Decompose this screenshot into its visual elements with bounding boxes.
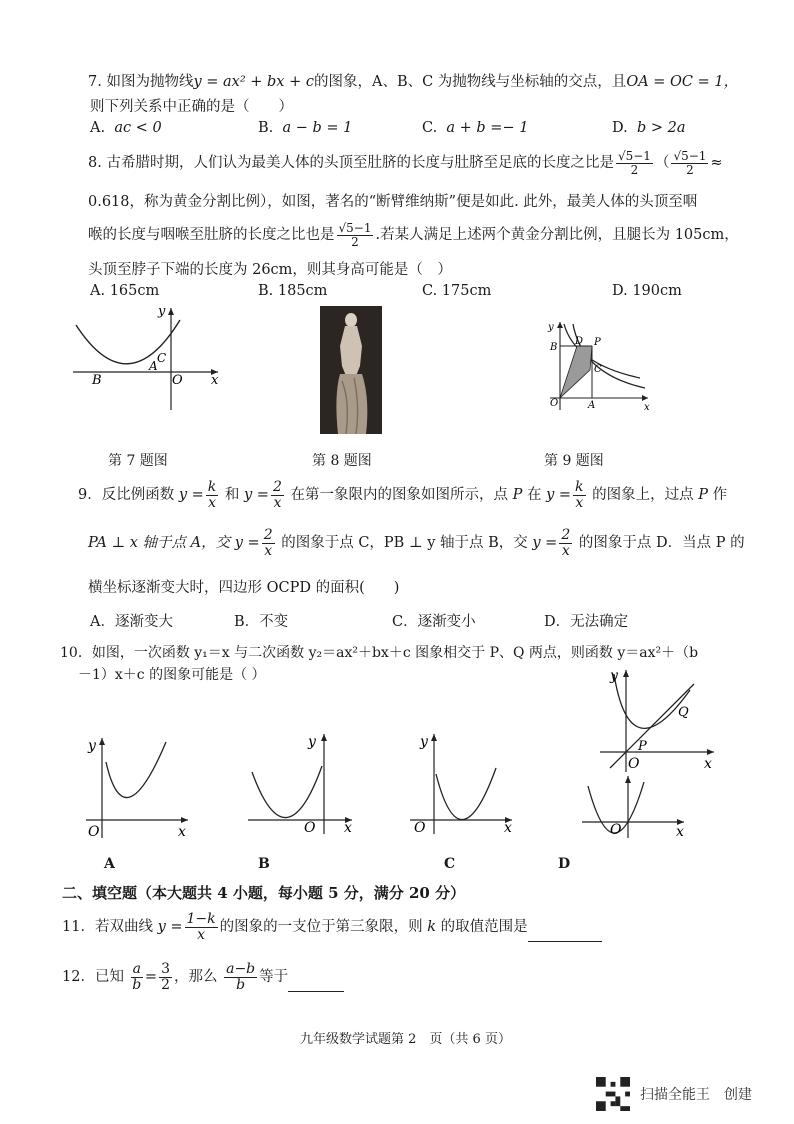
figure-9-caption: 第 9 题图: [544, 453, 604, 469]
q8-line1: 8. 古希腊时期，人们认为最美人体的头顶至肚脐的长度与肚脐至足底的长度之比是 $\frac{√5-1}{2}$ （ $\frac{√5-1}{2}$ ≈: [88, 149, 723, 177]
q9-number: 9．: [78, 487, 102, 504]
fig9-point-c: C: [594, 364, 602, 375]
svg-text:x: x: [178, 824, 186, 840]
fig10-point-p: P: [638, 739, 647, 754]
fig9-x-label: x: [644, 402, 650, 413]
q9-option-b[interactable]: B．不变: [234, 614, 289, 630]
q7-line1: 7. 如图为抛物线y = ax² + bx + c的图象，A、B、C 为抛物线与坐标轴的交点，且OA = OC = 1，: [88, 74, 739, 90]
q8-line3: 喉的长度与咽喉至肚脐的长度之比也是 $\frac{√5-1}{2}$ .若某人满足上述两个黄金分割比例，且腿长为 105cm，: [88, 221, 739, 249]
fig10-origin: O: [628, 756, 640, 772]
q9-option-c[interactable]: C．逐渐变小: [392, 614, 476, 630]
fig10-y-label: y: [610, 668, 618, 684]
q10-graph-c[interactable]: [408, 728, 520, 836]
golden-ratio-fraction: $\frac{√5-1}{2}$: [338, 221, 372, 249]
figure-7-caption: 第 7 题图: [108, 453, 168, 469]
q7-option-b[interactable]: B. a − b = 1: [258, 120, 353, 136]
svg-text:y: y: [88, 738, 96, 754]
q10-graph-d[interactable]: [580, 772, 692, 842]
svg-text:O: O: [414, 820, 426, 836]
fig9-point-d: D: [575, 336, 584, 347]
fig7-y-label: y: [158, 304, 166, 319]
q12-number: 12．: [62, 969, 95, 986]
q10-option-a-label[interactable]: A: [104, 856, 115, 872]
q8-option-b[interactable]: B. 185cm: [258, 283, 328, 299]
figure-8-venus-statue-photo: [320, 306, 382, 434]
fig7-x-label: x: [211, 373, 219, 388]
fig10-point-q: Q: [678, 705, 689, 720]
fig9-point-b: B: [550, 342, 558, 353]
q7-line2: 则下列关系中正确的是（ ）: [90, 99, 293, 115]
fig9-point-a: A: [588, 400, 596, 411]
svg-text:y: y: [308, 734, 316, 750]
q10-option-d-label[interactable]: D: [558, 856, 571, 872]
q8-option-d[interactable]: D. 190cm: [612, 283, 682, 299]
fig7-origin: O: [172, 373, 183, 388]
fig9-y-label: y: [548, 322, 554, 333]
q12-line: 12．已知 $\frac{a}{b}$ = $\frac{3}{2}$ ，那么 $\frac{a-b}{b}$ 等于: [62, 962, 344, 992]
q9-line1: 9．反比例函数 y = $\frac{k}{x}$ 和 y = $\frac{2}{x}$ 在第一象限内的图象如图所示，点 P 在 y = $\frac{k}{x}$ 的图象上，过点 P 作: [78, 479, 728, 511]
q10-graph-a[interactable]: [84, 732, 196, 840]
q9-option-d[interactable]: D．无法确定: [544, 614, 629, 630]
q8-option-a[interactable]: A. 165cm: [90, 283, 160, 299]
q11-line: 11．若双曲线 y = $\frac{1-k}{x}$ 的图象的一支位于第三象限，则 k 的取值范围是: [62, 912, 602, 942]
golden-ratio-fraction: $\frac{√5-1}{2}$: [617, 149, 651, 177]
svg-text:y: y: [420, 734, 428, 750]
svg-text:x: x: [504, 820, 512, 836]
fig7-point-b: B: [92, 373, 102, 388]
fig10-x-label: x: [704, 756, 712, 772]
q10-option-c-label[interactable]: C: [444, 856, 456, 872]
figure-8-caption: 第 8 题图: [312, 453, 372, 469]
figure-10-reference-graph: [596, 664, 718, 776]
q8-line2: 0.618，称为黄金分割比例），如图，著名的“断臂维纳斯”便是如此. 此外，最美人体的头顶至咽: [88, 194, 698, 210]
q9-line2: PA ⊥ x 轴于点 A，交 y = $\frac{2}{x}$ 的图象于点 C，PB ⊥ y 轴于点 B，交 y = $\frac{2}{x}$ 的图象于点 D．当点 P 的: [88, 527, 745, 559]
fig7-point-c: C: [157, 351, 167, 365]
fig9-origin: O: [550, 398, 559, 409]
figure-7-parabola: [68, 300, 228, 415]
svg-text:O: O: [304, 820, 316, 836]
section-2-title: 二、填空题（本大题共 4 小题，每小题 5 分，满分 20 分）: [62, 884, 466, 902]
q10-number: 10．: [60, 645, 92, 661]
q10-graph-b[interactable]: [244, 728, 356, 836]
q7-number: 7.: [88, 74, 102, 90]
qr-code-icon: [596, 1077, 630, 1111]
q10-line1: 10．如图，一次函数 y₁＝x 与二次函数 y₂＝ax²＋bx＋c 图象相交于 P、Q 两点，则函数 y＝ax²＋（b: [60, 645, 699, 661]
q10-line2: －1）x＋c 的图象可能是（ ）: [78, 667, 266, 683]
q7-option-d[interactable]: D. b > 2a: [612, 120, 686, 136]
svg-text:O: O: [88, 824, 100, 840]
q9-line3: 横坐标逐渐变大时，四边形 OCPD 的面积( ): [88, 580, 400, 596]
q7-option-c[interactable]: C. a + b =− 1: [422, 120, 529, 136]
q7-option-a[interactable]: A. ac < 0: [90, 120, 162, 136]
golden-ratio-fraction: $\frac{√5-1}{2}$: [673, 149, 707, 177]
q12-answer-blank[interactable]: [288, 977, 344, 992]
q9-option-a[interactable]: A．逐渐变大: [90, 614, 173, 630]
figure-9-inverse-functions: [540, 318, 652, 413]
svg-text:O: O: [610, 822, 622, 838]
svg-text:x: x: [344, 820, 352, 836]
q11-answer-blank[interactable]: [528, 927, 602, 942]
svg-text:x: x: [676, 824, 684, 840]
q8-line4: 头顶至脖子下端的长度为 26cm，则其身高可能是（ ）: [88, 262, 452, 278]
fig7-point-a: A: [149, 359, 158, 373]
page-footer: 九年级数学试题第 2 页（共 6 页）: [300, 1032, 511, 1047]
fig9-point-p: P: [594, 337, 601, 348]
q8-number: 8.: [88, 155, 102, 172]
q11-number: 11．: [62, 919, 95, 936]
q10-option-b-label[interactable]: B: [258, 856, 270, 872]
scanner-watermark: 扫描全能王 创建: [640, 1087, 752, 1103]
q8-option-c[interactable]: C. 175cm: [422, 283, 492, 299]
